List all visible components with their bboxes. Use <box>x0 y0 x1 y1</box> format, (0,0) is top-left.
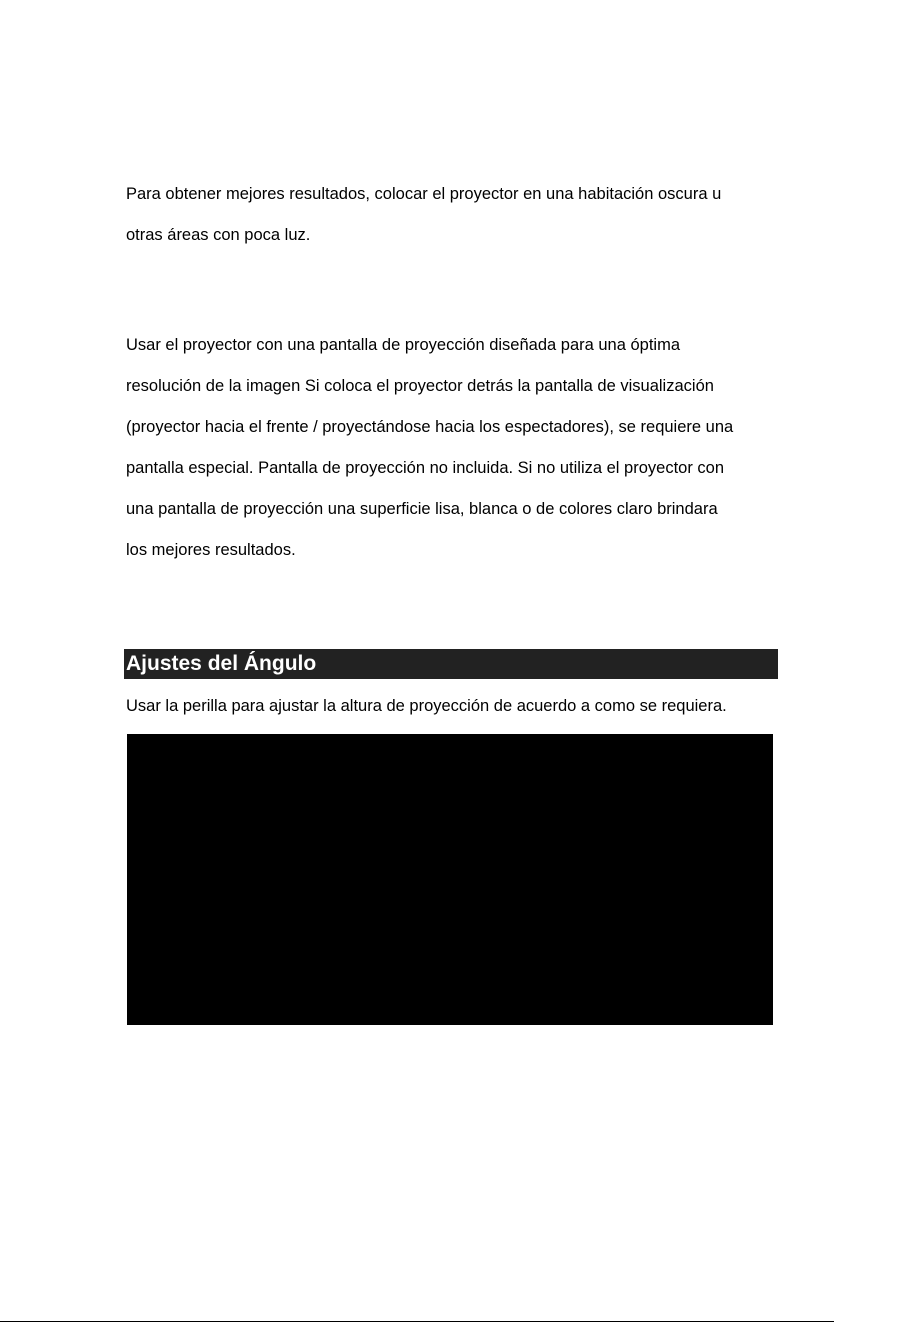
paragraph-lighting <box>126 174 786 256</box>
paragraph-screen <box>126 325 786 571</box>
paragraph-line: los mejores resultados. <box>126 541 296 559</box>
paragraph-line: resolución de la imagen Si coloca el proyector detrás la pantalla de visualización <box>126 377 714 395</box>
paragraph-line: Usar el proyector con una pantalla de proyección diseñada para una óptima <box>126 336 681 354</box>
paragraph-line: otras áreas con poca luz. <box>126 226 311 244</box>
page-bottom-rule <box>0 1321 834 1322</box>
paragraph-line: Para obtener mejores resultados, colocar el proyector en una habitación oscura u <box>126 185 722 203</box>
paragraph-line: una pantalla de proyección una superficie lisa, blanca o de colores claro brindara <box>126 500 718 518</box>
section-title: Ajustes del Ángulo <box>126 652 317 675</box>
angle-adjustment-figure <box>127 734 773 1025</box>
section-intro-text: Usar la perilla para ajustar la altura de proyección de acuerdo a como se requiera. <box>126 697 727 715</box>
section-heading-bar <box>124 649 778 679</box>
paragraph-line: (proyector hacia el frente / proyectándose hacia los espectadores), se requiere una <box>126 418 734 436</box>
paragraph-line: pantalla especial. Pantalla de proyección no incluida. Si no utiliza el proyector con <box>126 459 725 477</box>
